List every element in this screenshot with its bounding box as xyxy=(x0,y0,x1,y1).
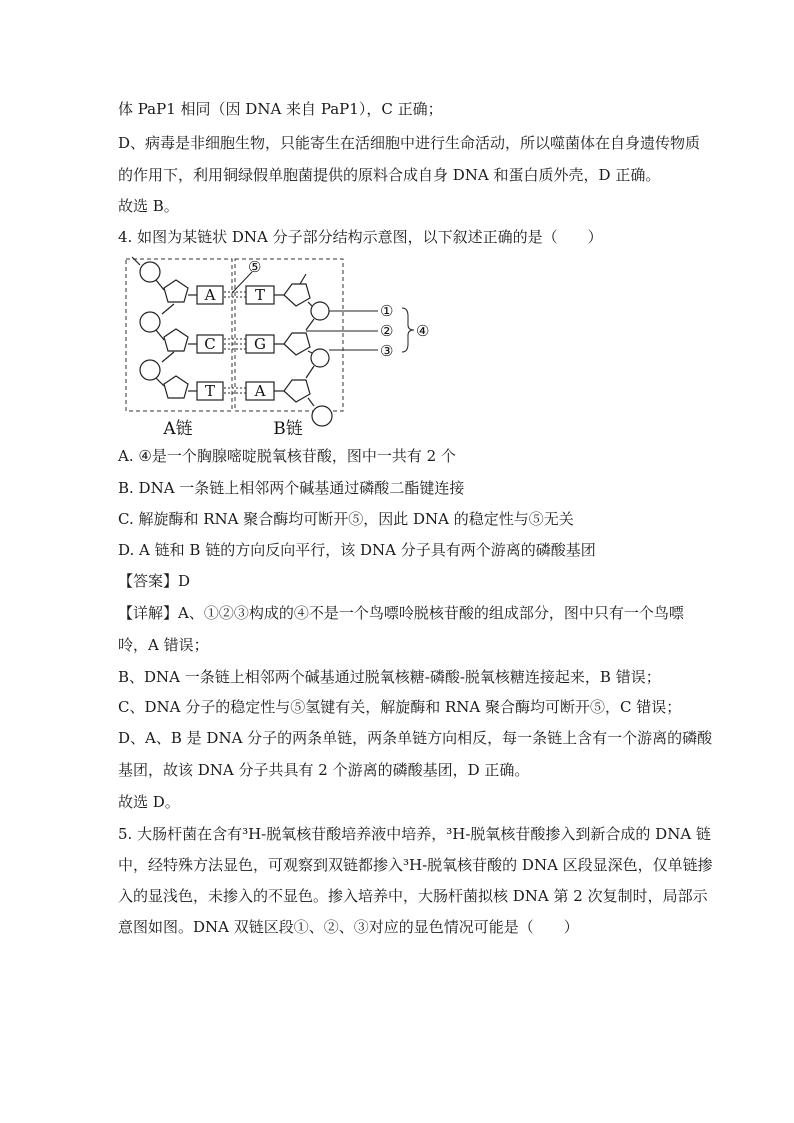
dna-structure-diagram xyxy=(118,250,448,445)
explanation-line: D、A、B 是 DNA 分子的两条单链，两条单链方向相反，每一条链上含有一个游离的磷酸 xyxy=(118,729,713,747)
explanation-line: 【详解】A、①②③构成的④不是一个鸟嘌呤脱核苷酸的组成部分，图中只有一个鸟嘌 xyxy=(118,604,684,622)
explanation-line: 基团，故该 DNA 分子共具有 2 个游离的磷酸基团，D 正确。 xyxy=(118,761,530,779)
option-a: A. ④是一个胸腺嘧啶脱氧核苷酸，图中一共有 2 个 xyxy=(118,447,456,465)
question-5-stem: 5. 大肠杆菌在含有³H-脱氧核苷酸培养液中培养，³H-脱氧核苷酸掺入到新合成的 DNA 链 xyxy=(118,825,711,843)
answer-line: 【答案】D xyxy=(118,572,191,590)
explanation-line: B、DNA 一条链上相邻两个碱基通过脱氧核糖-磷酸-脱氧核糖连接起来，B 错误； xyxy=(118,668,661,686)
chain-b-label: B链 xyxy=(273,419,303,439)
base-b-2: G xyxy=(254,335,266,353)
marker-5: ⑤ xyxy=(248,258,262,276)
question-5-stem: 入的显浅色，未掺入的不显色。掺入培养中，大肠杆菌拟核 DNA 第 2 次复制时，局部示 xyxy=(118,887,708,905)
marker-3: ③ xyxy=(380,342,394,360)
option-b: B. DNA 一条链上相邻两个碱基通过磷酸二酯键连接 xyxy=(118,479,465,497)
chain-a-label: A链 xyxy=(163,419,193,439)
question-4-stem: 4. 如图为某链状 DNA 分子部分结构示意图，以下叙述正确的是（ ） xyxy=(118,228,603,246)
explanation-line: 呤，A 错误； xyxy=(118,636,209,654)
text-line: D、病毒是非细胞生物，只能寄生在活细胞中进行生命活动，所以噬菌体在自身遗传物质 xyxy=(118,134,701,152)
marker-4: ④ xyxy=(416,322,430,340)
marker-1: ① xyxy=(380,302,394,320)
explanation-line: 故选 D。 xyxy=(118,793,180,811)
base-b-1: T xyxy=(254,286,266,304)
text-line: 的作用下，利用铜绿假单胞菌提供的原料合成自身 DNA 和蛋白质外壳，D 正确。 xyxy=(118,166,661,184)
base-a-1: A xyxy=(204,286,216,304)
option-d: D. A 链和 B 链的方向反向平行，该 DNA 分子具有两个游离的磷酸基团 xyxy=(118,541,596,559)
question-5-stem: 意图如图。DNA 双链区段①、②、③对应的显色情况可能是（ ） xyxy=(118,918,579,936)
option-c: C. 解旋酶和 RNA 聚合酶均可断开⑤，因此 DNA 的稳定性与⑤无关 xyxy=(118,510,574,528)
question-5-stem: 中，经特殊方法显色，可观察到双链都掺入³H-脱氧核苷酸的 DNA 区段显深色，仅单链掺 xyxy=(118,856,713,874)
text-line: 故选 B。 xyxy=(118,197,179,215)
base-a-3: T xyxy=(204,382,216,400)
explanation-line: C、DNA 分子的稳定性与⑤氢键有关，解旋酶和 RNA 聚合酶均可断开⑤，C 错误； xyxy=(118,698,682,716)
marker-2: ② xyxy=(380,322,394,340)
base-b-3: A xyxy=(254,382,266,400)
base-a-2: C xyxy=(204,335,216,353)
text-line: 体 PaP1 相同（因 DNA 来自 PaP1），C 正确； xyxy=(118,100,443,118)
